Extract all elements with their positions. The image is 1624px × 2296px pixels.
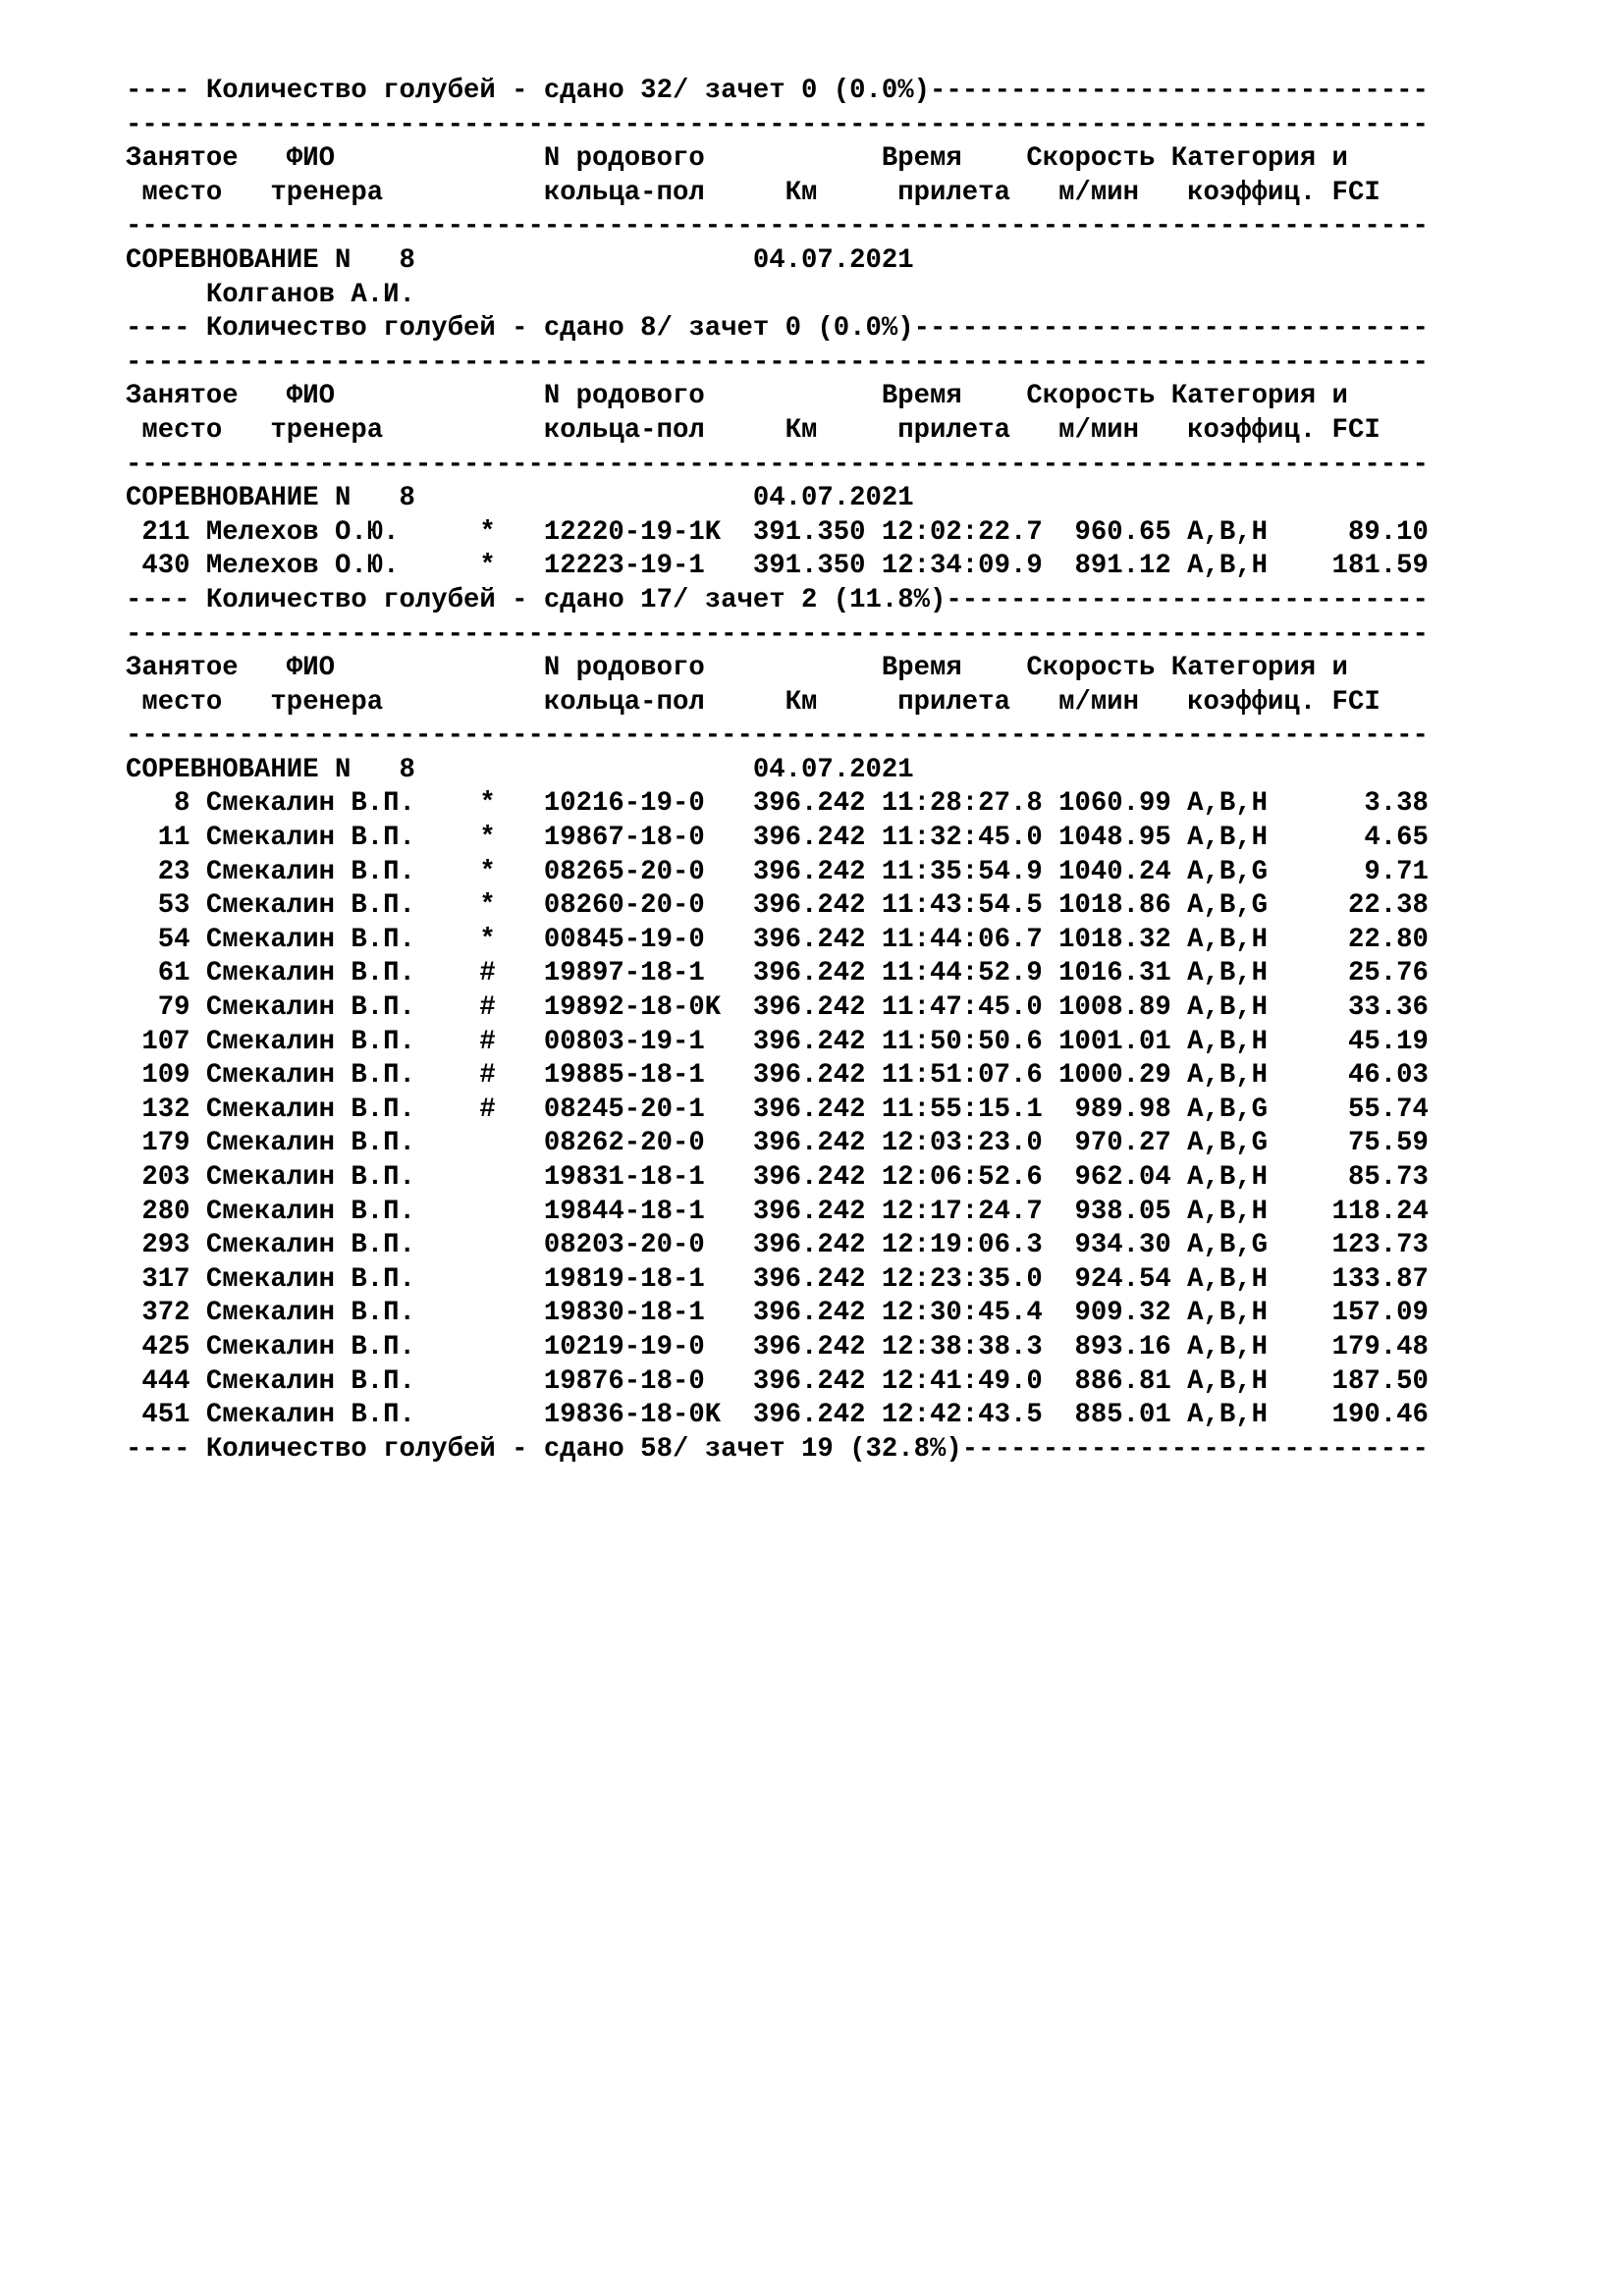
column-header-row-2: место тренера кольца-пол Км прилета м/мин коэффиц. FCI [126, 686, 1380, 718]
column-header-row-1: Занятое ФИО N родового Время Скорость Категория и [126, 653, 1348, 684]
column-header-row-2: место тренера кольца-пол Км прилета м/мин коэффиц. FCI [126, 177, 1380, 208]
result-row: 54 Смекалин В.П. * 00845-19-0 396.242 11:44:06.7 1018.32 A,B,H 22.80 [126, 924, 1429, 955]
result-row: 203 Смекалин В.П. 19831-18-1 396.242 12:06:52.6 962.04 A,B,H 85.73 [126, 1162, 1429, 1193]
result-row: 53 Смекалин В.П. * 08260-20-0 396.242 11:43:54.5 1018.86 A,B,G 22.38 [126, 890, 1429, 922]
result-row: 425 Смекалин В.П. 10219-19-0 396.242 12:38:38.3 893.16 A,B,H 179.48 [126, 1331, 1429, 1362]
summary-line: ---- Количество голубей - сдано 17/ зачет 2 (11.8%)------------------------------ [126, 584, 1429, 615]
result-row: 8 Смекалин В.П. * 10216-19-0 396.242 11:28:27.8 1060.99 A,B,H 3.38 [126, 788, 1429, 820]
competition-line: СОРЕВНОВАНИЕ N 8 04.07.2021 [126, 244, 914, 276]
result-row: 280 Смекалин В.П. 19844-18-1 396.242 12:17:24.7 938.05 A,B,H 118.24 [126, 1196, 1429, 1227]
result-row: 11 Смекалин В.П. * 19867-18-0 396.242 11:32:45.0 1048.95 A,B,H 4.65 [126, 823, 1429, 854]
result-row: 61 Смекалин В.П. # 19897-18-1 396.242 11:44:52.9 1016.31 A,B,H 25.76 [126, 958, 1429, 989]
result-row: 293 Смекалин В.П. 08203-20-0 396.242 12:19:06.3 934.30 A,B,G 123.73 [126, 1230, 1429, 1261]
summary-line: ---- Количество голубей - сдано 8/ зачет 0 (0.0%)-------------------------------- [126, 313, 1429, 345]
separator-line: --------------------------------------------------------------------------------- [126, 347, 1429, 378]
result-row: 23 Смекалин В.П. * 08265-20-0 396.242 11:35:54.9 1040.24 A,B,G 9.71 [126, 856, 1429, 887]
result-row: 107 Смекалин В.П. # 00803-19-1 396.242 11:50:50.6 1001.01 A,B,H 45.19 [126, 1026, 1429, 1057]
separator-line: --------------------------------------------------------------------------------- [126, 721, 1429, 752]
separator-line: --------------------------------------------------------------------------------- [126, 449, 1429, 480]
result-row: 444 Смекалин В.П. 19876-18-0 396.242 12:41:49.0 886.81 A,B,H 187.50 [126, 1365, 1429, 1397]
column-header-row-1: Занятое ФИО N родового Время Скорость Категория и [126, 143, 1348, 175]
result-row: 79 Смекалин В.П. # 19892-18-0K 396.242 11:47:45.0 1008.89 A,B,H 33.36 [126, 992, 1429, 1024]
result-row: 430 Мелехов О.Ю. * 12223-19-1 391.350 12:34:09.9 891.12 A,B,H 181.59 [126, 551, 1429, 582]
column-header-row-2: место тренера кольца-пол Км прилета м/мин коэффиц. FCI [126, 414, 1380, 446]
results-report [126, 75, 1429, 1467]
separator-line: --------------------------------------------------------------------------------- [126, 211, 1429, 242]
result-row: 132 Смекалин В.П. # 08245-20-1 396.242 11:55:15.1 989.98 A,B,G 55.74 [126, 1094, 1429, 1125]
separator-line: --------------------------------------------------------------------------------- [126, 618, 1429, 650]
result-row: 317 Смекалин В.П. 19819-18-1 396.242 12:23:35.0 924.54 A,B,H 133.87 [126, 1263, 1429, 1295]
trainer-note: Колганов А.И. [126, 279, 415, 310]
column-header-row-1: Занятое ФИО N родового Время Скорость Категория и [126, 381, 1348, 412]
summary-line: ---- Количество голубей - сдано 32/ зачет 0 (0.0%)------------------------------- [126, 76, 1429, 106]
final-summary-line: ---- Количество голубей - сдано 58/ зачет 19 (32.8%)----------------------------- [126, 1433, 1429, 1465]
result-row: 451 Смекалин В.П. 19836-18-0K 396.242 12:42:43.5 885.01 A,B,H 190.46 [126, 1400, 1429, 1431]
competition-line: СОРЕВНОВАНИЕ N 8 04.07.2021 [126, 483, 914, 514]
result-row: 211 Мелехов О.Ю. * 12220-19-1K 391.350 12:02:22.7 960.65 A,B,H 89.10 [126, 516, 1429, 548]
result-row: 179 Смекалин В.П. 08262-20-0 396.242 12:03:23.0 970.27 A,B,G 75.59 [126, 1128, 1429, 1159]
result-row: 372 Смекалин В.П. 19830-18-1 396.242 12:30:45.4 909.32 A,B,H 157.09 [126, 1298, 1429, 1329]
separator-line: --------------------------------------------------------------------------------- [126, 109, 1429, 140]
competition-line: СОРЕВНОВАНИЕ N 8 04.07.2021 [126, 754, 914, 785]
result-row: 109 Смекалин В.П. # 19885-18-1 396.242 11:51:07.6 1000.29 A,B,H 46.03 [126, 1060, 1429, 1092]
